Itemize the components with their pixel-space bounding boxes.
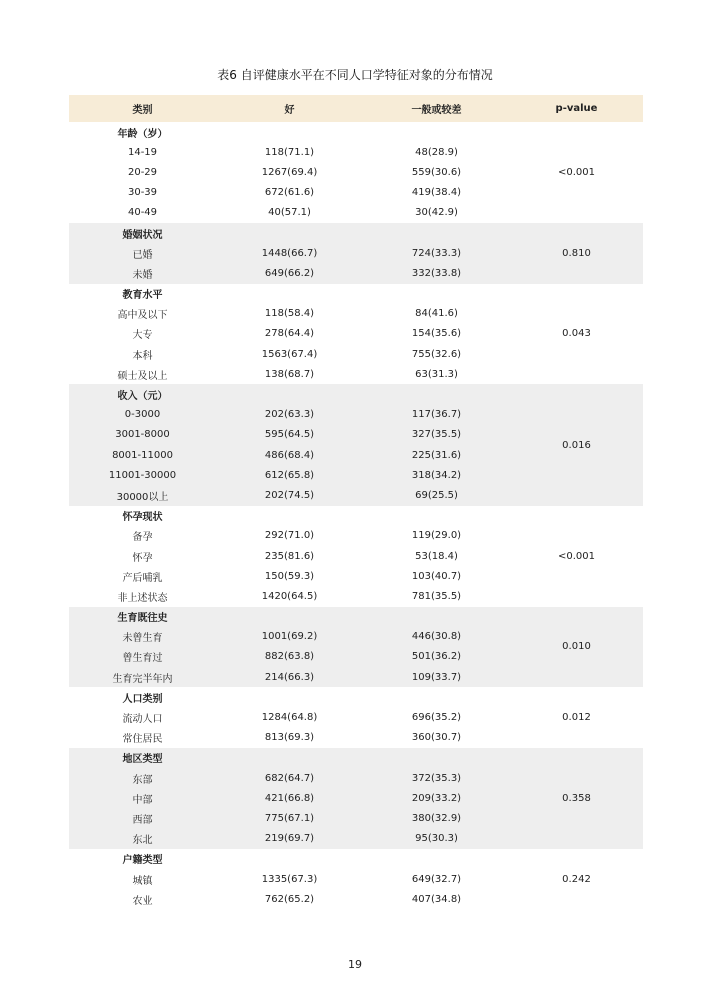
- row-label: 已婚: [69, 243, 216, 263]
- header-row: [69, 95, 643, 122]
- empty-cell: [216, 748, 363, 768]
- group-name: 生育既往史: [69, 607, 216, 627]
- row-label: 3001-8000: [69, 425, 216, 445]
- good-count: 202(74.5): [216, 485, 363, 505]
- good-count: 672(61.6): [216, 183, 363, 203]
- good-count: 202(63.3): [216, 405, 363, 425]
- group-section: [69, 849, 643, 910]
- row-label: 14-19: [69, 142, 216, 162]
- row-label: 30000以上: [69, 485, 216, 505]
- good-count: 682(64.7): [216, 768, 363, 788]
- good-count: 612(65.8): [216, 465, 363, 485]
- fair-poor-count: 327(35.5): [363, 425, 510, 445]
- group-name: 怀孕现状: [69, 506, 216, 526]
- fair-poor-count: 84(41.6): [363, 304, 510, 324]
- fair-poor-count: 407(34.8): [363, 889, 510, 909]
- table-title: 表6 自评健康水平在不同人口学特征对象的分布情况: [217, 68, 493, 82]
- empty-cell: [363, 687, 510, 707]
- good-count: 118(71.1): [216, 142, 363, 162]
- empty-cell: [216, 223, 363, 243]
- group-header-row: [69, 122, 643, 142]
- empty-cell: [363, 607, 510, 627]
- empty-cell: [216, 384, 363, 404]
- group-pvalue: 0.358: [510, 748, 643, 849]
- row-label: 8001-11000: [69, 445, 216, 465]
- group-section: [69, 607, 643, 688]
- header-pvalue: p-value: [510, 95, 643, 122]
- group-pvalue: <0.001: [510, 122, 643, 223]
- row-label: 生育完半年内: [69, 667, 216, 687]
- good-count: 292(71.0): [216, 526, 363, 546]
- group-section: [69, 122, 643, 223]
- fair-poor-count: 109(33.7): [363, 667, 510, 687]
- row-label: 高中及以下: [69, 304, 216, 324]
- group-header-row: [69, 849, 643, 869]
- header-fair-poor: 一般或较差: [363, 95, 510, 122]
- empty-cell: [363, 506, 510, 526]
- row-label: 怀孕: [69, 546, 216, 566]
- good-count: 1335(67.3): [216, 869, 363, 889]
- group-header-row: [69, 223, 643, 243]
- fair-poor-count: 696(35.2): [363, 707, 510, 727]
- empty-cell: [363, 223, 510, 243]
- empty-cell: [216, 122, 363, 142]
- group-section: [69, 223, 643, 284]
- empty-cell: [216, 607, 363, 627]
- row-label: 曾生育过: [69, 647, 216, 667]
- fair-poor-count: 225(31.6): [363, 445, 510, 465]
- good-count: 118(58.4): [216, 304, 363, 324]
- row-label: 30-39: [69, 183, 216, 203]
- row-label: 20-29: [69, 162, 216, 182]
- fair-poor-count: 209(33.2): [363, 788, 510, 808]
- fair-poor-count: 30(42.9): [363, 203, 510, 223]
- page-number: 19: [348, 958, 362, 971]
- good-count: 486(68.4): [216, 445, 363, 465]
- empty-cell: [363, 284, 510, 304]
- empty-cell: [363, 748, 510, 768]
- good-count: 235(81.6): [216, 546, 363, 566]
- group-section: [69, 284, 643, 385]
- fair-poor-count: 103(40.7): [363, 566, 510, 586]
- fair-poor-count: 95(30.3): [363, 829, 510, 849]
- group-name: 人口类别: [69, 687, 216, 707]
- row-label: 东北: [69, 829, 216, 849]
- row-label: 常住居民: [69, 728, 216, 748]
- row-label: 本科: [69, 344, 216, 364]
- group-section: [69, 748, 643, 849]
- group-name: 户籍类型: [69, 849, 216, 869]
- group-header-row: [69, 607, 643, 627]
- row-label: 非上述状态: [69, 586, 216, 606]
- empty-cell: [363, 849, 510, 869]
- fair-poor-count: 69(25.5): [363, 485, 510, 505]
- row-label: 硕士及以上: [69, 364, 216, 384]
- header-category: 类别: [69, 95, 216, 122]
- fair-poor-count: 781(35.5): [363, 586, 510, 606]
- row-label: 0-3000: [69, 405, 216, 425]
- row-label: 未婚: [69, 263, 216, 283]
- group-pvalue: 0.242: [510, 849, 643, 910]
- fair-poor-count: 380(32.9): [363, 808, 510, 828]
- group-pvalue: 0.043: [510, 284, 643, 385]
- group-header-row: [69, 284, 643, 304]
- fair-poor-count: 501(36.2): [363, 647, 510, 667]
- group-section: [69, 384, 643, 505]
- fair-poor-count: 360(30.7): [363, 728, 510, 748]
- fair-poor-count: 649(32.7): [363, 869, 510, 889]
- empty-cell: [363, 122, 510, 142]
- fair-poor-count: 559(30.6): [363, 162, 510, 182]
- data-table: [69, 95, 643, 909]
- row-label: 城镇: [69, 869, 216, 889]
- fair-poor-count: 119(29.0): [363, 526, 510, 546]
- row-label: 东部: [69, 768, 216, 788]
- group-section: [69, 687, 643, 748]
- fair-poor-count: 53(18.4): [363, 546, 510, 566]
- group-section: [69, 506, 643, 607]
- good-count: 882(63.8): [216, 647, 363, 667]
- good-count: 1420(64.5): [216, 586, 363, 606]
- row-label: 11001-30000: [69, 465, 216, 485]
- group-name: 年龄（岁）: [69, 122, 216, 142]
- good-count: 649(66.2): [216, 263, 363, 283]
- group-pvalue: <0.001: [510, 506, 643, 607]
- good-count: 1448(66.7): [216, 243, 363, 263]
- good-count: 40(57.1): [216, 203, 363, 223]
- row-label: 产后哺乳: [69, 566, 216, 586]
- empty-cell: [363, 384, 510, 404]
- row-label: 备孕: [69, 526, 216, 546]
- group-pvalue: 0.012: [510, 687, 643, 748]
- fair-poor-count: 446(30.8): [363, 627, 510, 647]
- fair-poor-count: 372(35.3): [363, 768, 510, 788]
- fair-poor-count: 419(38.4): [363, 183, 510, 203]
- group-pvalue: 0.016: [510, 384, 643, 505]
- row-label: 未曾生育: [69, 627, 216, 647]
- fair-poor-count: 117(36.7): [363, 405, 510, 425]
- empty-cell: [216, 687, 363, 707]
- group-pvalue: 0.810: [510, 223, 643, 284]
- group-header-row: [69, 506, 643, 526]
- good-count: 775(67.1): [216, 808, 363, 828]
- group-name: 婚姻状况: [69, 223, 216, 243]
- group-header-row: [69, 687, 643, 707]
- empty-cell: [216, 849, 363, 869]
- fair-poor-count: 332(33.8): [363, 263, 510, 283]
- row-label: 西部: [69, 808, 216, 828]
- good-count: 421(66.8): [216, 788, 363, 808]
- fair-poor-count: 318(34.2): [363, 465, 510, 485]
- good-count: 219(69.7): [216, 829, 363, 849]
- fair-poor-count: 63(31.3): [363, 364, 510, 384]
- empty-cell: [216, 506, 363, 526]
- fair-poor-count: 154(35.6): [363, 324, 510, 344]
- row-label: 中部: [69, 788, 216, 808]
- fair-poor-count: 755(32.6): [363, 344, 510, 364]
- header-good: 好: [216, 95, 363, 122]
- group-header-row: [69, 384, 643, 404]
- row-label: 40-49: [69, 203, 216, 223]
- group-header-row: [69, 748, 643, 768]
- group-name: 收入（元）: [69, 384, 216, 404]
- group-name: 教育水平: [69, 284, 216, 304]
- fair-poor-count: 724(33.3): [363, 243, 510, 263]
- good-count: 1284(64.8): [216, 707, 363, 727]
- good-count: 595(64.5): [216, 425, 363, 445]
- empty-cell: [216, 284, 363, 304]
- good-count: 214(66.3): [216, 667, 363, 687]
- good-count: 138(68.7): [216, 364, 363, 384]
- group-name: 地区类型: [69, 748, 216, 768]
- good-count: 1001(69.2): [216, 627, 363, 647]
- good-count: 813(69.3): [216, 728, 363, 748]
- row-label: 流动人口: [69, 707, 216, 727]
- good-count: 278(64.4): [216, 324, 363, 344]
- fair-poor-count: 48(28.9): [363, 142, 510, 162]
- good-count: 1563(67.4): [216, 344, 363, 364]
- group-pvalue: 0.010: [510, 607, 643, 688]
- good-count: 150(59.3): [216, 566, 363, 586]
- good-count: 762(65.2): [216, 889, 363, 909]
- row-label: 农业: [69, 889, 216, 909]
- good-count: 1267(69.4): [216, 162, 363, 182]
- row-label: 大专: [69, 324, 216, 344]
